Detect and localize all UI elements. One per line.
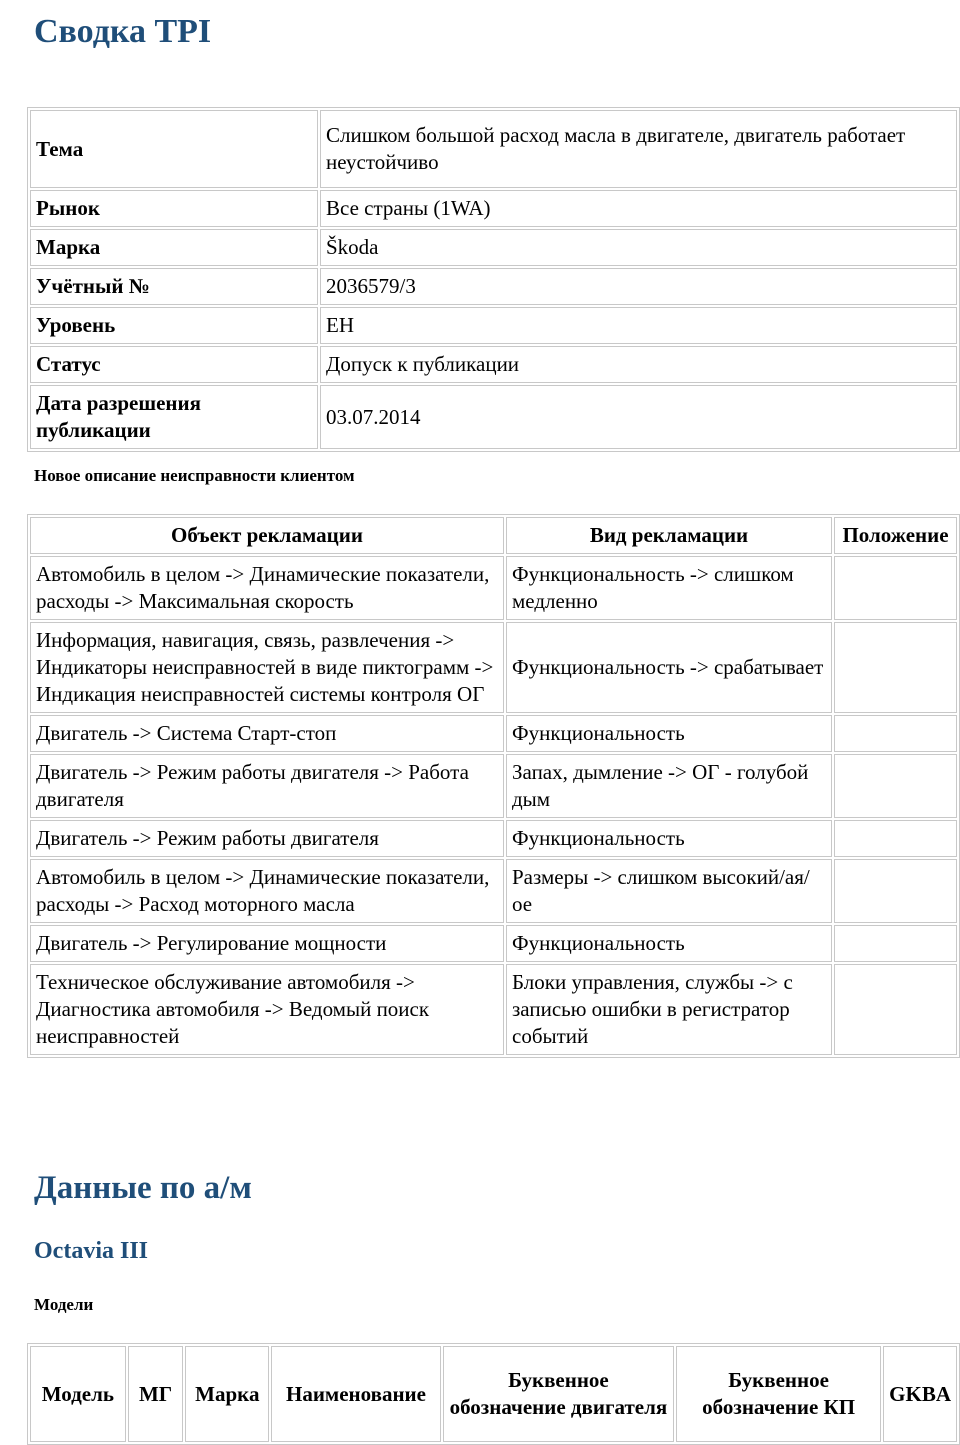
summary-key: Рынок	[30, 190, 318, 227]
complaint-position	[834, 964, 957, 1055]
complaint-row	[30, 715, 957, 752]
complaint-row	[30, 754, 957, 818]
header-position: Положение	[834, 517, 957, 554]
complaint-object: Двигатель -> Система Старт-стоп	[30, 715, 504, 752]
summary-value: Škoda	[320, 229, 957, 266]
complaint-type: Функциональность -> срабатывает	[506, 622, 832, 713]
summary-row-publish-date	[30, 385, 957, 449]
summary-key: Марка	[30, 229, 318, 266]
summary-key: Дата разрешения публикации	[30, 385, 318, 449]
summary-value: 2036579/3	[320, 268, 957, 305]
complaint-type: Функциональность -> слишком медленно	[506, 556, 832, 620]
complaint-object: Двигатель -> Режим работы двигателя -> Работа двигателя	[30, 754, 504, 818]
summary-row-status	[30, 346, 957, 383]
complaint-position	[834, 859, 957, 923]
complaints-header-row	[30, 517, 957, 554]
header-brand: Марка	[185, 1346, 269, 1442]
complaint-type: Запах, дымление -> ОГ - голубой дым	[506, 754, 832, 818]
complaint-type: Размеры -> слишком высокий/ая/ое	[506, 859, 832, 923]
summary-value: Все страны (1WA)	[320, 190, 957, 227]
summary-row-number	[30, 268, 957, 305]
summary-value: EH	[320, 307, 957, 344]
complaint-position	[834, 556, 957, 620]
summary-row-brand	[30, 229, 957, 266]
summary-row-topic	[30, 110, 957, 188]
complaint-type: Блоки управления, службы -> с записью ошибки в регистратор событий	[506, 964, 832, 1055]
summary-key: Учётный №	[30, 268, 318, 305]
models-table	[27, 1343, 960, 1445]
page-title: Сводка TPI	[34, 13, 212, 50]
summary-key: Тема	[30, 110, 318, 188]
header-engine-code: Буквенное обозначение двигателя	[443, 1346, 674, 1442]
header-name: Наименование	[271, 1346, 441, 1442]
vehicle-section-title: Данные по а/м	[34, 1170, 252, 1206]
header-model: Модель	[30, 1346, 126, 1442]
complaint-type: Функциональность	[506, 715, 832, 752]
complaint-row	[30, 964, 957, 1055]
complaint-type: Функциональность	[506, 925, 832, 962]
complaints-caption: Новое описание неисправности клиентом	[34, 466, 355, 485]
summary-value: Слишком большой расход масла в двигателе, двигатель работает неустойчиво	[320, 110, 957, 188]
complaint-row	[30, 925, 957, 962]
complaint-object: Автомобиль в целом -> Динамические показатели, расходы -> Расход моторного масла	[30, 859, 504, 923]
header-object: Объект рекламации	[30, 517, 504, 554]
complaint-position	[834, 715, 957, 752]
header-mg: МГ	[128, 1346, 184, 1442]
model-title: Octavia III	[34, 1238, 148, 1264]
complaint-position	[834, 754, 957, 818]
summary-row-market	[30, 190, 957, 227]
complaint-row	[30, 622, 957, 713]
models-caption: Модели	[34, 1295, 94, 1314]
complaint-object: Двигатель -> Режим работы двигателя	[30, 820, 504, 857]
complaints-table	[27, 514, 960, 1058]
models-header-row	[30, 1346, 957, 1442]
summary-value: 03.07.2014	[320, 385, 957, 449]
complaint-position	[834, 622, 957, 713]
summary-key: Уровень	[30, 307, 318, 344]
summary-value: Допуск к публикации	[320, 346, 957, 383]
summary-table	[27, 107, 960, 452]
complaint-object: Информация, навигация, связь, развлечения -> Индикаторы неисправностей в виде пиктограмм -> Индикация неисправностей системы контроля ОГ	[30, 622, 504, 713]
summary-row-level	[30, 307, 957, 344]
header-gearbox-code: Буквенное обозначение КП	[676, 1346, 881, 1442]
complaint-position	[834, 820, 957, 857]
header-gkba: GKBA	[883, 1346, 957, 1442]
complaint-row	[30, 820, 957, 857]
complaint-object: Двигатель -> Регулирование мощности	[30, 925, 504, 962]
complaint-type: Функциональность	[506, 820, 832, 857]
complaint-position	[834, 925, 957, 962]
complaint-object: Автомобиль в целом -> Динамические показатели, расходы -> Максимальная скорость	[30, 556, 504, 620]
complaint-row	[30, 859, 957, 923]
complaint-row	[30, 556, 957, 620]
complaint-object: Техническое обслуживание автомобиля -> Диагностика автомобиля -> Ведомый поиск неисправностей	[30, 964, 504, 1055]
summary-key: Статус	[30, 346, 318, 383]
header-type: Вид рекламации	[506, 517, 832, 554]
